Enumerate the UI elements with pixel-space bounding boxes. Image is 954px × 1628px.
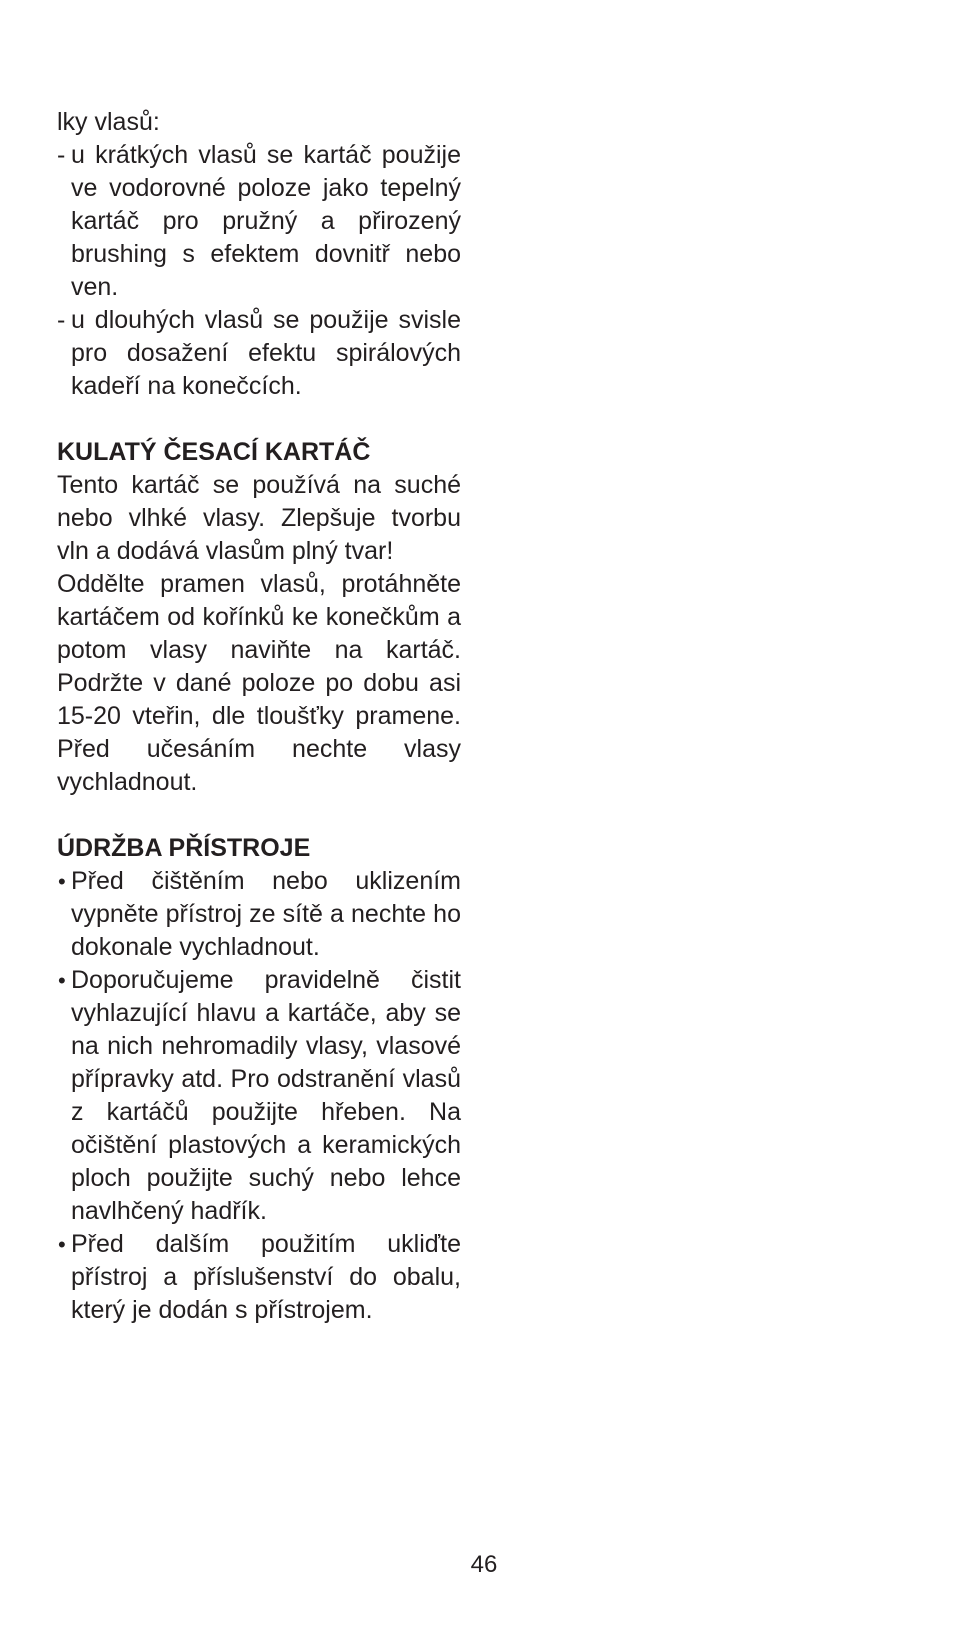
list-item [57, 865, 461, 964]
list-item-text: u krátkých vlasů se kartáč použije ve vodorovné poloze jako tepelný kartáč pro pružný a přirozený brushing s efektem dovnitř nebo ven. [71, 141, 461, 301]
dash-marker: - [57, 141, 66, 169]
section-spacer [57, 403, 461, 436]
list-item [57, 964, 461, 1228]
bullet-marker: • [58, 968, 66, 993]
list-item [57, 139, 461, 304]
list-item-text: Doporučujeme pravidelně čistit vyhlazující hlavu a kartáče, aby se na nich nehromadily vlasy, vlasové přípravky atd. Pro odstranění vlasů z kartáčů použijte hřeben. Na očištění plastových a keramických ploch použijte suchý nebo lehce navlhčený hadřík. [71, 966, 461, 1225]
main-text-column [57, 106, 461, 1327]
list-item-text: Před čištěním nebo uklizením vypněte přístroj ze sítě a nechte ho dokonale vychladnout. [71, 867, 461, 961]
paragraph: Tento kartáč se používá na suché nebo vlhké vlasy. Zlepšuje tvorbu vln a dodává vlasům plný tvar! [57, 471, 461, 565]
list-item [57, 304, 461, 403]
section-spacer [57, 799, 461, 832]
bullet-marker: • [58, 1232, 66, 1257]
bullet-marker: • [58, 869, 66, 894]
section-heading-maintenance: ÚDRŽBA PŘÍSTROJE [57, 834, 311, 862]
paragraph: Oddělte pramen vlasů, protáhněte kartáčem od kořínků ke konečkům a potom vlasy naviňte na kartáč. Podržte v dané poloze po dobu asi 15-20 vteřin, dle tloušťky pramene. Před učesáním nechte vlasy vychladnout. [57, 570, 461, 796]
list-item [57, 1228, 461, 1327]
section-heading-round-brush: KULATÝ ČESACÍ KARTÁČ [57, 438, 371, 466]
dash-marker: - [57, 306, 66, 334]
list-item-text: Před dalším použitím ukliďte přístroj a příslušenství do obalu, který je dodán s přístrojem. [71, 1230, 461, 1324]
intro-line: lky vlasů: [57, 108, 160, 136]
maintenance-list [57, 865, 461, 1327]
intro-list [57, 139, 461, 403]
page-number: 46 [470, 1551, 498, 1578]
list-item-text: u dlouhých vlasů se použije svisle pro dosažení efektu spirálových kadeří na konečcích. [71, 306, 461, 400]
